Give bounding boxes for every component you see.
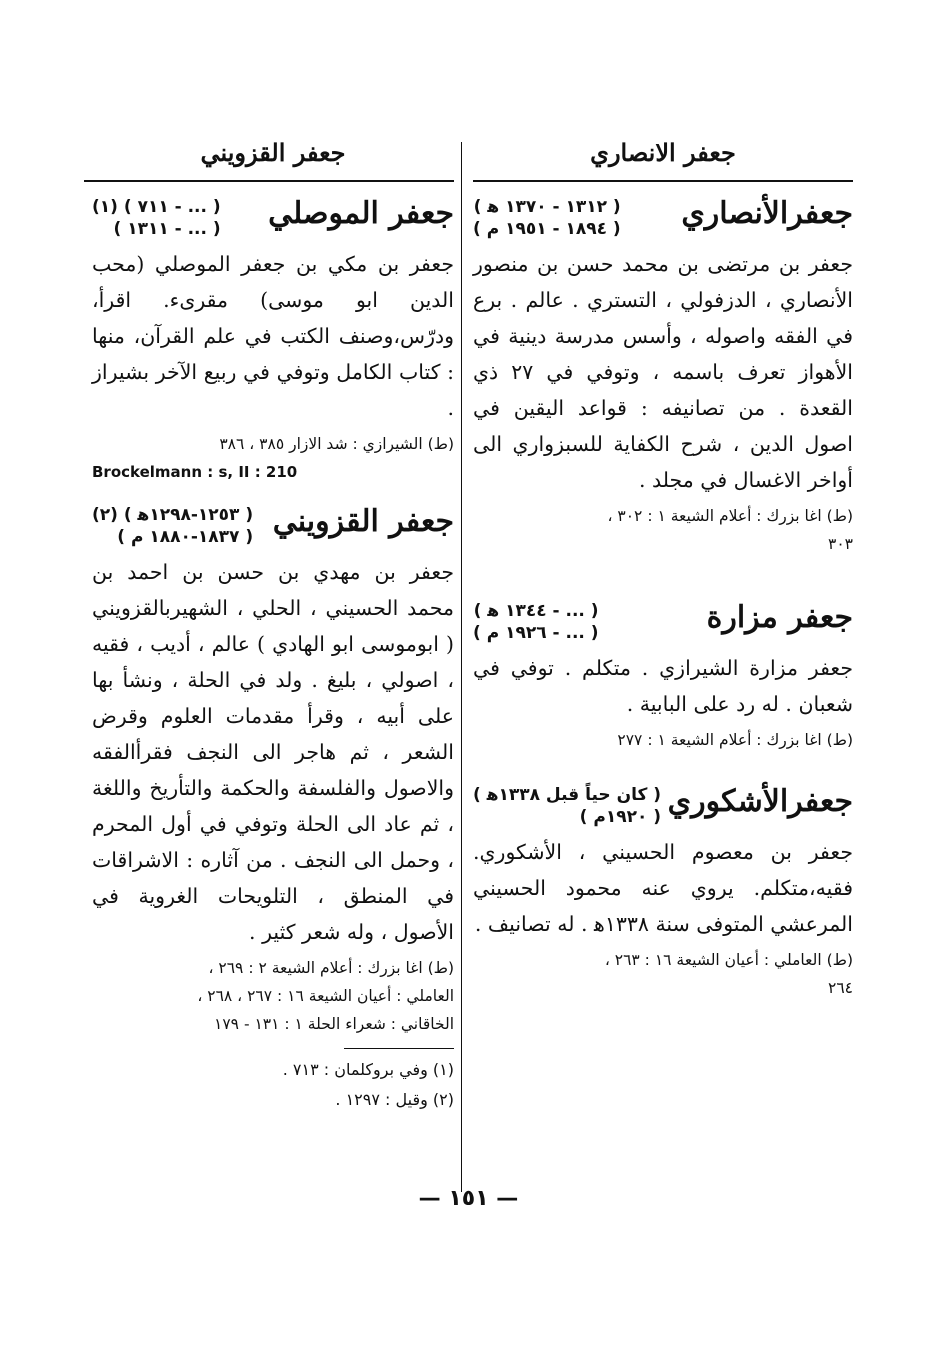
entry-body: جعفر مزارة الشيرازي . متكلم . توفي في شعبان . له رد على البابية . xyxy=(473,656,853,716)
entry-reference xyxy=(92,430,454,458)
entry-reference xyxy=(473,726,853,754)
reference-latin: Brockelmann : s, II : 210 xyxy=(92,463,298,481)
footnote-2: (٢) وقيل : ١٢٩٧ . xyxy=(335,1090,454,1109)
header-rule-left xyxy=(84,180,454,182)
reference-line: (ط) اغا بزرك : أعلام الشيعة ٢ : ٢٦٩ ، xyxy=(208,959,454,977)
entry-mazara xyxy=(473,598,853,754)
dates-hijri: ( كان حياً قبل ١٣٣٨ﻫ ) xyxy=(473,785,662,805)
dates-hijri: ( ١٢٥٣-١٢٩٨ﻫ ) (٢) xyxy=(92,505,254,525)
reference-line: (ط) اغا بزرك : أعلام الشيعة ١ : ٣٠٢ ، xyxy=(607,507,853,525)
entry-body: جعفر بن معصوم الحسيني ، الأشكوري. فقيه،متكلم. يروي عنه محمود الحسيني المرعشي المتوفى سنة ١٣٣٨ﻫ . له تصانيف . xyxy=(473,840,853,936)
dates-gregorian: ( ١٩٢٠م ) xyxy=(579,807,662,827)
entry-ashkuri xyxy=(473,782,853,1002)
footnote-rule xyxy=(344,1048,454,1049)
entry-title: جعفر مزارة xyxy=(706,600,853,635)
entry-mawsili xyxy=(92,194,454,486)
dates-hijri: ( ١٣١٢ - ١٣٧٠ ﻫ ) xyxy=(473,197,621,217)
reference-line: العاملي : أعيان الشيعة ١٦ : ٢٦٧ ، ٢٦٨ ، xyxy=(197,987,454,1005)
dates-hijri: ( ... - ٧١١ ) (١) xyxy=(92,197,221,217)
page-number: — ١٥١ — xyxy=(418,1186,519,1211)
entry-dates xyxy=(92,502,253,548)
entry-reference xyxy=(473,502,853,558)
dates-gregorian: ( ١٨٣٧-١٨٨٠ م ) xyxy=(117,527,254,547)
reference-line: (ط) اغا بزرك : أعلام الشيعة ١ : ٢٧٧ xyxy=(617,731,853,749)
running-head-left: جعفر القزويني xyxy=(200,138,346,167)
footnote-1: (١) وفي بروكلمان : ٧١٣ . xyxy=(282,1060,454,1079)
reference-line: ٢٦٤ xyxy=(828,979,853,997)
entry-reference xyxy=(473,946,853,1002)
entry-dates xyxy=(92,194,221,240)
left-column xyxy=(92,132,454,1115)
entry-dates xyxy=(473,598,599,644)
running-head-right: جعفر الانصاري xyxy=(590,138,736,167)
entry-body: جعفر بن مرتضى بن محمد حسن بن منصور الأنصاري ، الدزفولي ، التستري . عالم . برع في الفقه واصوله ، وأسس مدرسة دينية في الأهواز تعرف باسمه ، وتوفي في ٢٧ ذي القعدة . من تصانيفه : قواعد اليقين في اصول الدين ، شرح الكفاية للسبزواري الى أواخر الاغسال في مجلد . xyxy=(473,252,853,492)
dates-hijri: ( ... - ١٣٤٤ ﻫ ) xyxy=(473,601,599,621)
reference-line: الخاقاني : شعراء الحلة ١ : ١٣١ - ١٧٩ xyxy=(214,1015,454,1033)
dates-gregorian: ( ... - ١٣١١ ) xyxy=(113,219,221,239)
column-divider xyxy=(461,142,462,1192)
reference-line: (ط) العاملي : أعيان الشيعة ١٦ : ٢٦٣ ، xyxy=(604,951,853,969)
entry-qazwini xyxy=(92,502,454,1038)
entry-dates xyxy=(473,782,661,828)
dates-gregorian: ( ... - ١٩٢٦ م ) xyxy=(473,623,599,643)
entry-title: جعفرالأنصاري xyxy=(681,196,853,231)
reference-line: (ط) الشيرازي : شد الازار ٣٨٥ ، ٣٨٦ xyxy=(219,435,454,453)
entry-title: جعفر الموصلي xyxy=(268,196,454,231)
entry-reference xyxy=(92,954,454,1038)
dates-gregorian: ( ١٨٩٤ - ١٩٥١ م ) xyxy=(473,219,621,239)
entry-ansari xyxy=(473,194,853,558)
entry-dates xyxy=(473,194,621,240)
right-column xyxy=(473,132,853,1002)
reference-line: ٣٠٣ xyxy=(828,535,853,553)
entry-title: جعفرالأشكوري xyxy=(667,784,853,819)
entry-title: جعفر القزويني xyxy=(272,504,454,539)
entry-body: جعفر بن مكي بن جعفر الموصلي (محب الدين ابو موسى) مقرىء. اقرأ، ودرّس،وصنف الكتب في علم القرآن، منها : كتاب الكامل وتوفي في ربيع الآخر بشيراز . xyxy=(92,252,454,420)
header-rule-right xyxy=(473,180,853,182)
entry-body: جعفر بن مهدي بن حسن بن احمد بن محمد الحسيني ، الحلي ، الشهيربالقزويني ( ابوموسى ابو الهادي ) عالم ، أديب ، فقيه ، اصولي ، بليغ . ولد في الحلة ، ونشأ بها على أبيه ، وقرأ مقدمات العلوم وقرض الشعر ، ثم هاجر الى النجف فقرأالفقه والاصول والفلسفة والحكمة والتأريخ واللغة ، ثم عاد الى الحلة وتوفي في أول المحرم ، وحمل الى النجف . من آثاره : الاشراقات في المنطق ، التلويحات الغروية في الأصول ، وله شعر كثير . xyxy=(92,560,454,944)
